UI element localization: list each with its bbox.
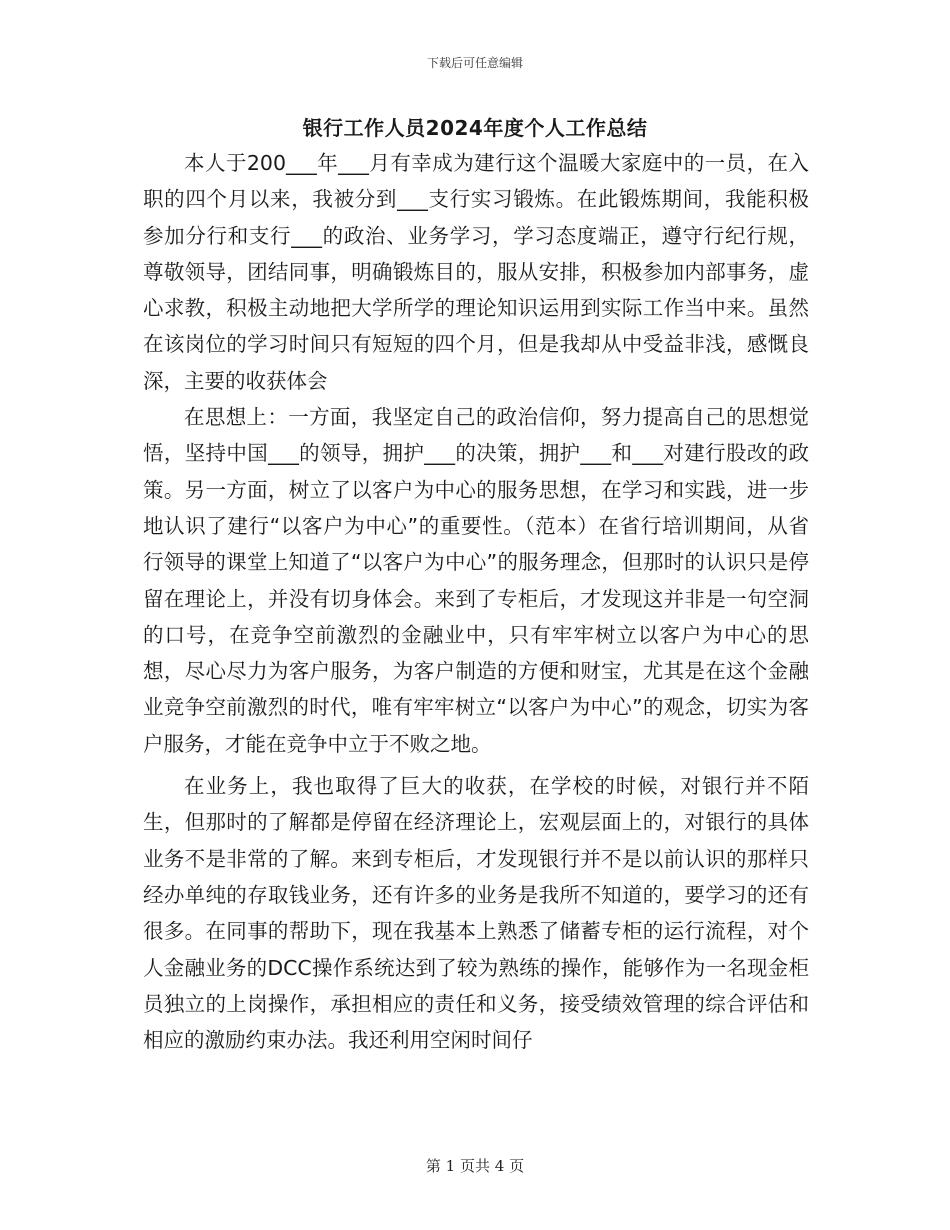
- paragraph-business: 在业务上，我也取得了巨大的收获，在学校的时候，对银行并不陌生，但那时的了解都是停留在经济理论上，宏观层面上的，对银行的具体业务不是非常的了解。来到专柜后，才发现银行并不是以前认识的那样只经办单纯的存取钱业务，还有许多的业务是我所不知道的，要学习的还有很多。在同事的帮助下，现在我基本上熟悉了储蓄专柜的运行流程，对个人金融业务的DCC操作系统达到了较为熟练的操作，能够作为一名现金柜员独立的上岗操作，承担相应的责任和义务，接受绩效管理的综合评估和相应的激励约束办法。我还利用空闲时间仔: [143, 774, 809, 1053]
- page-number: 第 1 页共 4 页: [425, 1157, 525, 1175]
- document-title: 银行工作人员2024年度个人工作总结: [302, 116, 648, 140]
- paragraph-ideology: 在思想上：一方面，我坚定自己的政治信仰，努力提高自己的思想觉悟，坚持中国___的领导，拥护___的决策，拥护___和___对建行股改的政策。另一方面，树立了以客户为中心的服务思想，在学习和实践，进一步地认识了建行“以客户为中心”的重要性。（范本）在省行培训期间，从省行领导的课堂上知道了“以客户为中心”的服务理念，但那时的认识只是停留在理论上，并没有切身体会。来到了专柜后，才发现这并非是一句空洞的口号，在竞争空前激烈的金融业中，只有牢牢树立以客户为中心的思想，尽心尽力为客户服务，为客户制造的方便和财宝，尤其是在这个金融业竞争空前激烈的时代，唯有牢牢树立“以客户为中心”的观念，切实为客户服务，才能在竞争中立于不败之地。: [143, 405, 809, 756]
- document-body: [143, 145, 809, 1058]
- header-note: 下载后可任意编辑: [426, 56, 523, 70]
- paragraph-intro: 本人于200___年___月有幸成为建行这个温暖大家庭中的一员，在入职的四个月以来，我被分到___支行实习锻炼。在此锻炼期间，我能积极参加分行和支行___的政治、业务学习，学习态度端正，遵守行纪行规，尊敬领导，团结同事，明确锻炼目的，服从安排，积极参加内部事务，虚心求教，积极主动地把大学所学的理论知识运用到实际工作当中来。虽然在该岗位的学习时间只有短短的四个月，但是我却从中受益非浅，感慨良深，主要的收获体会: [143, 151, 809, 393]
